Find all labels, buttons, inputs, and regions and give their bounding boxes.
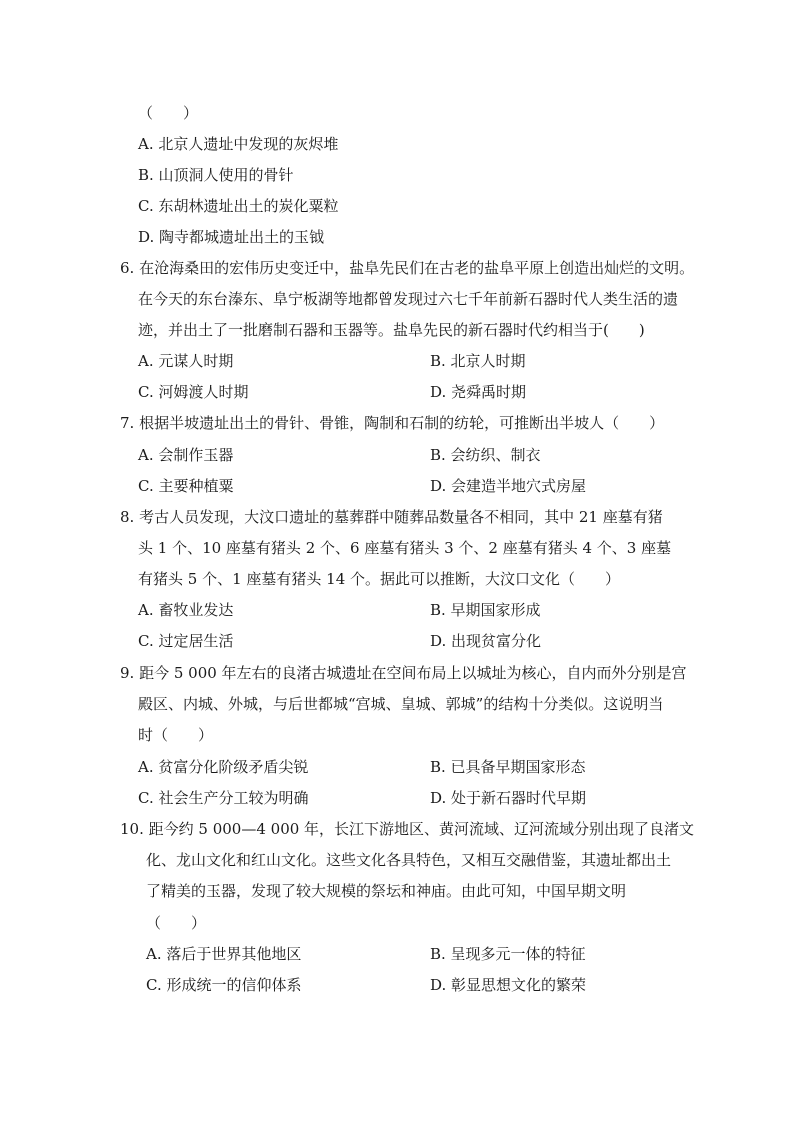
q7-option-d: D. 会建造半地穴式房屋 [430, 477, 587, 495]
q10-option-d: D. 彰显思想文化的繁荣 [430, 976, 587, 994]
q7-stem-line-1: 7. 根据半坡遗址出土的骨针、骨锥，陶制和石制的纺轮，可推断出半坡人（ ） [120, 414, 665, 432]
q8-stem-line-2: 头 1 个、10 座墓有猪头 2 个、6 座墓有猪头 3 个、2 座墓有猪头 4 个、3 座墓 [138, 539, 672, 557]
q7-option-a: A. 会制作玉器 [138, 446, 234, 464]
q6-option-a: A. 元谋人时期 [138, 352, 234, 370]
q5-option-a: A. 北京人遗址中发现的灰烬堆 [138, 135, 339, 153]
q6-option-b: B. 北京人时期 [430, 352, 526, 370]
q5-stem-tail: （ ） [138, 104, 199, 122]
q10-stem-line-4: （ ） [146, 914, 207, 932]
q8-option-c: C. 过定居生活 [138, 632, 234, 650]
q6-stem-line-3: 迹，并出土了一批磨制石器和玉器等。盐阜先民的新石器时代约相当于( ) [138, 321, 645, 339]
q10-stem-line-3: 了精美的玉器，发现了较大规模的祭坛和神庙。由此可知，中国早期文明 [146, 882, 627, 900]
q6-stem-line-2: 在今天的东台溱东、阜宁板湖等地都曾发现过六七千年前新石器时代人类生活的遗 [138, 290, 679, 308]
q10-stem-line-1: 10. 距今约 5 000—4 000 年，长江下游地区、黄河流域、辽河流域分别出现了良渚文 [120, 820, 695, 838]
q8-option-b: B. 早期国家形成 [430, 601, 541, 619]
q9-option-d: D. 处于新石器时代早期 [430, 789, 587, 807]
q10-option-a: A. 落后于世界其他地区 [146, 945, 302, 963]
q8-stem-line-3: 有猪头 5 个、1 座墓有猪头 14 个。据此可以推断，大汶口文化（ ） [138, 570, 621, 588]
q8-option-a: A. 畜牧业发达 [138, 601, 234, 619]
q8-stem-line-1: 8. 考古人员发现，大汶口遗址的墓葬群中随葬品数量各不相同，其中 21 座墓有猪 [120, 508, 663, 526]
q5-option-b: B. 山顶洞人使用的骨针 [138, 166, 294, 184]
q10-option-b: B. 呈现多元一体的特征 [430, 945, 586, 963]
q9-stem-line-2: 殿区、内城、外城，与后世都城“宫城、皇城、郭城”的结构十分类似。这说明当 [138, 695, 664, 713]
q7-option-b: B. 会纺织、制衣 [430, 446, 541, 464]
q9-option-c: C. 社会生产分工较为明确 [138, 789, 309, 807]
q6-option-d: D. 尧舜禹时期 [430, 383, 527, 401]
q9-stem-line-1: 9. 距今 5 000 年左右的良渚古城遗址在空间布局上以城址为核心，自内而外分别是宫 [120, 664, 687, 682]
q5-option-d: D. 陶寺都城遗址出土的玉钺 [138, 228, 325, 246]
q7-option-c: C. 主要种植粟 [138, 477, 234, 495]
q9-stem-line-3: 时（ ） [138, 726, 214, 744]
q10-stem-line-2: 化、龙山文化和红山文化。这些文化各具特色，又相互交融借鉴，其遗址都出土 [146, 851, 672, 869]
q6-stem-line-1: 6. 在沧海桑田的宏伟历史变迁中，盐阜先民们在古老的盐阜平原上创造出灿烂的文明。 [120, 259, 695, 277]
q8-option-d: D. 出现贫富分化 [430, 632, 542, 650]
q10-option-c: C. 形成统一的信仰体系 [146, 976, 302, 994]
q9-option-a: A. 贫富分化阶级矛盾尖锐 [138, 758, 309, 776]
q9-option-b: B. 已具备早期国家形态 [430, 758, 586, 776]
q6-option-c: C. 河姆渡人时期 [138, 383, 249, 401]
q5-option-c: C. 东胡林遗址出土的炭化粟粒 [138, 197, 339, 215]
